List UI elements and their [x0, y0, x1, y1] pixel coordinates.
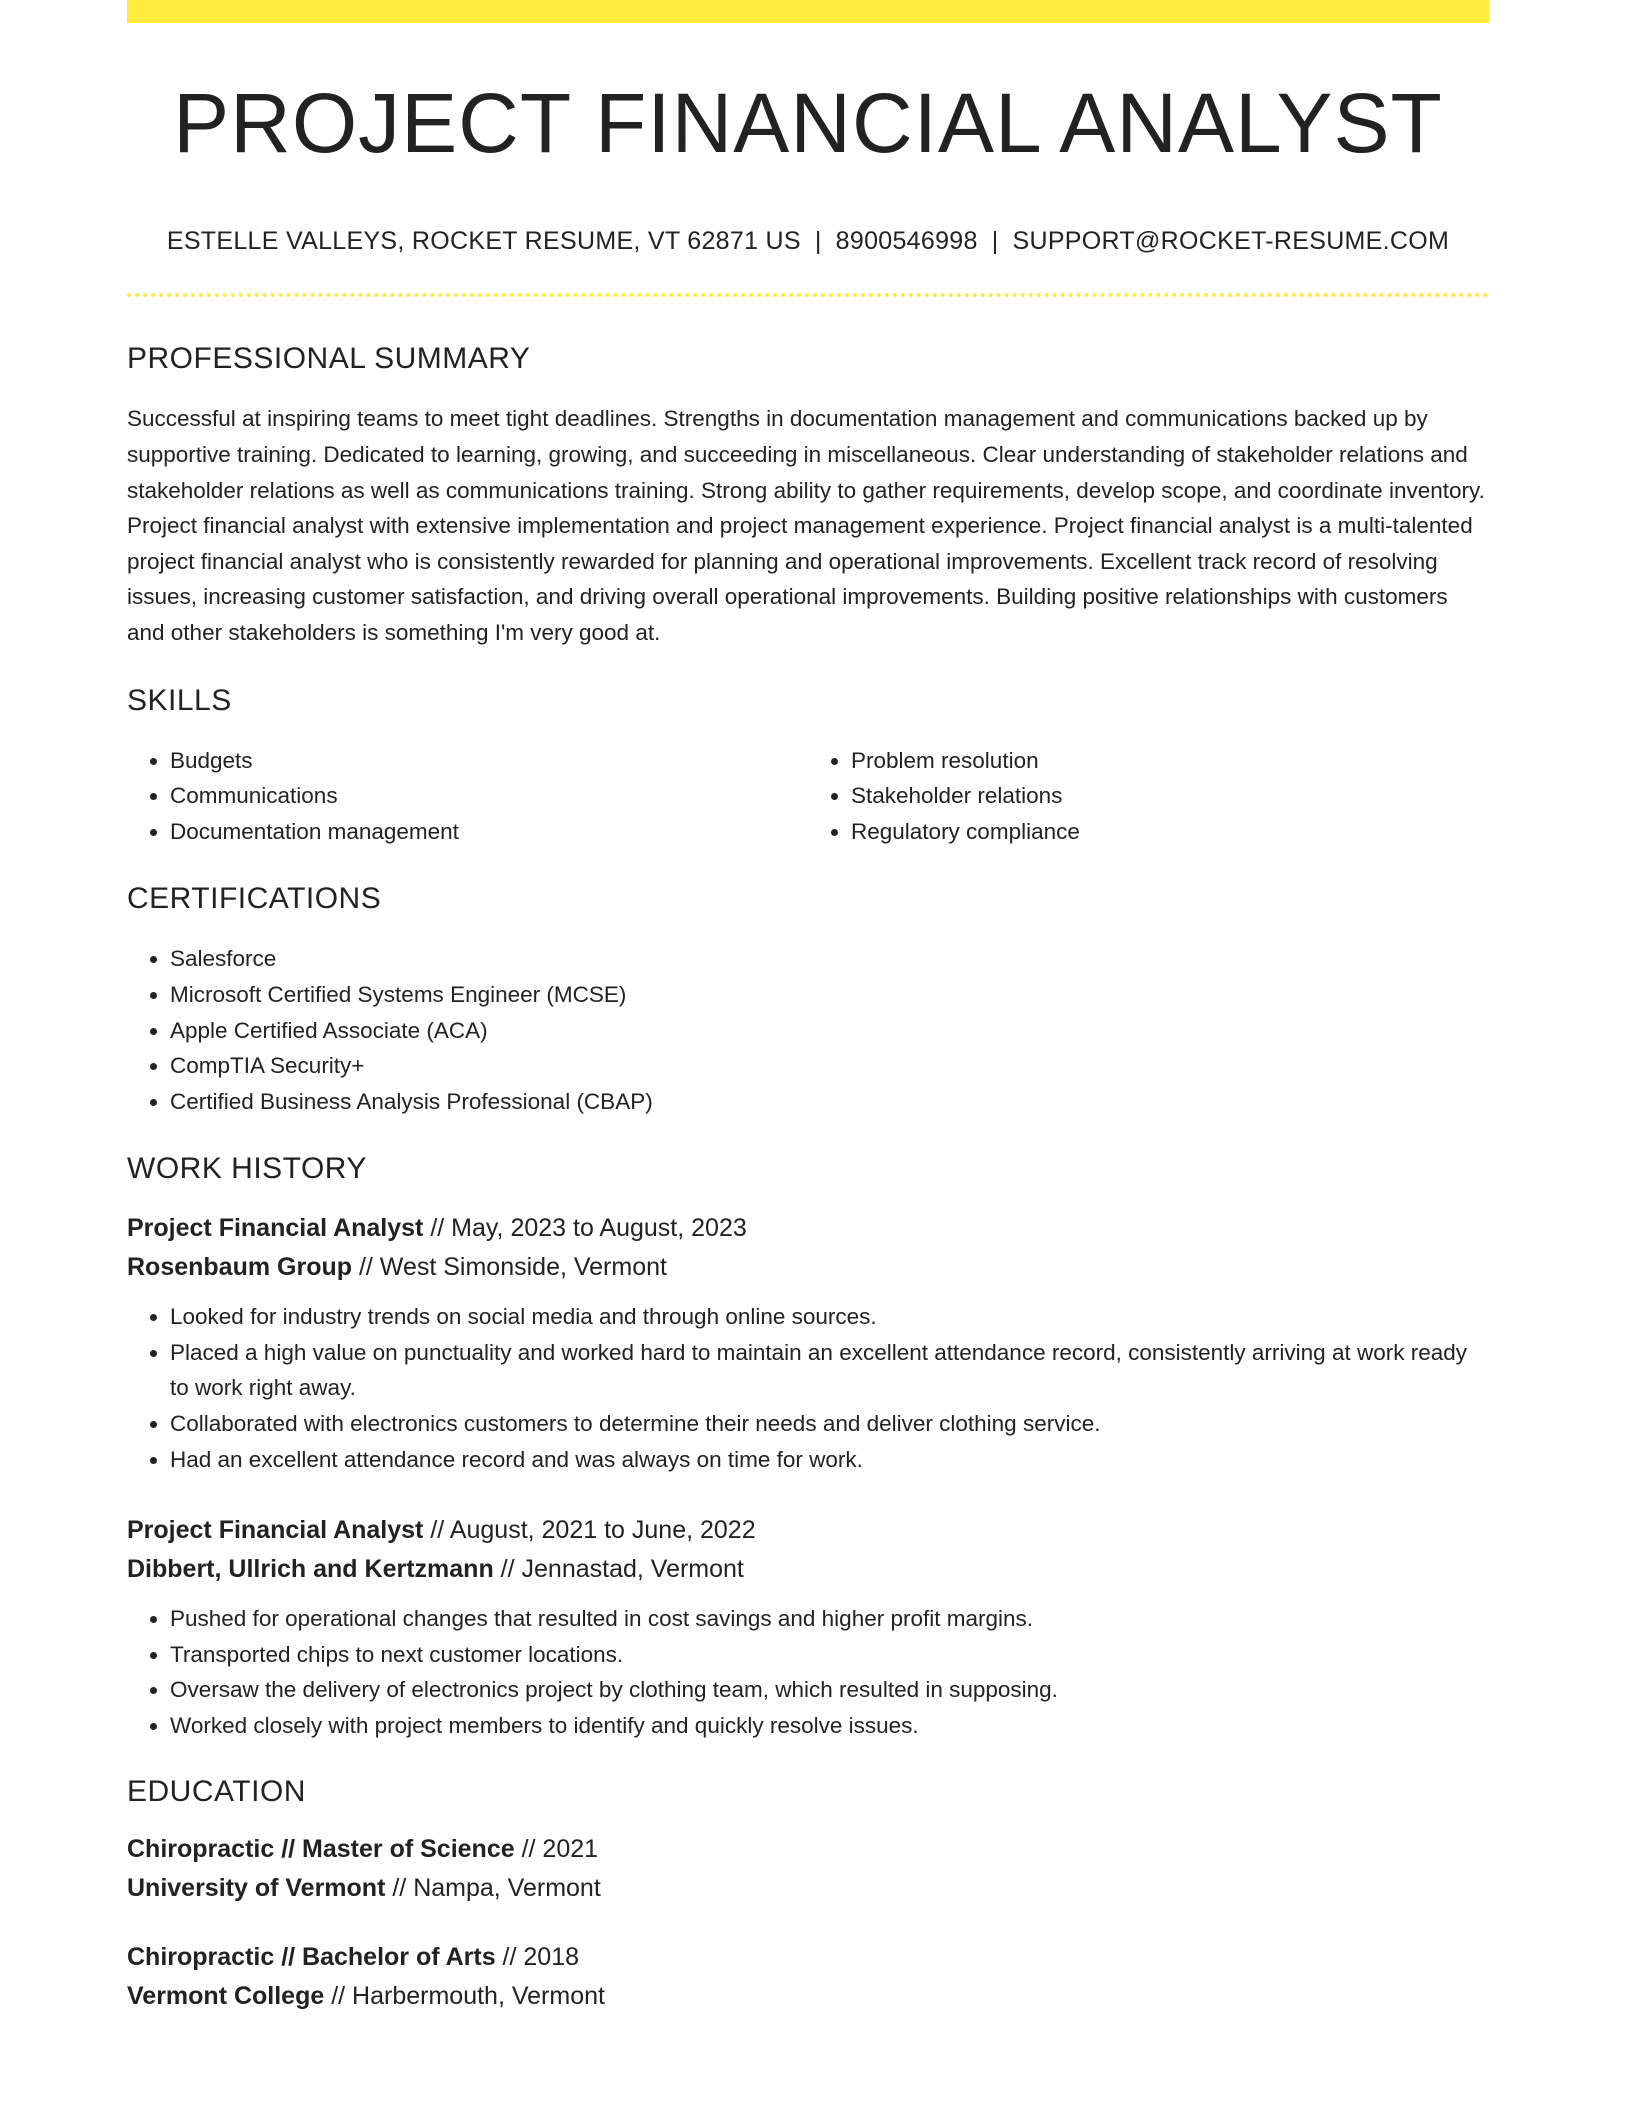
certification-item: • Apple Certified Associate (ACA) [170, 1013, 1489, 1049]
accent-bar [127, 0, 1489, 23]
contact-phone: 8900546998 [835, 227, 978, 256]
job-company: Dibbert, Ullrich and Kertzmann [127, 1555, 494, 1584]
skill-item: • Problem resolution [851, 743, 1489, 779]
education-school: Vermont College [127, 1981, 325, 2010]
education-degree: Chiropractic // Bachelor of Arts [127, 1942, 496, 1971]
job-entry [127, 1209, 1489, 1477]
skills-heading: SKILLS [127, 683, 232, 717]
skill-item: • Documentation management [170, 814, 808, 850]
job-bullet: • Pushed for operational changes that resulted in cost savings and higher profit margins. [170, 1601, 1489, 1637]
education-location: // Harbermouth, Vermont [331, 1981, 605, 2010]
job-title-line [127, 1511, 1489, 1550]
skill-item: • Stakeholder relations [851, 778, 1489, 814]
job-bullet: • Collaborated with electronics customers to determine their needs and deliver clothing service. [170, 1406, 1489, 1442]
education-year: // 2021 [521, 1834, 599, 1863]
job-bullet: • Had an excellent attendance record and was always on time for work. [170, 1442, 1489, 1478]
skills-grid [127, 743, 1489, 850]
education-school-line [127, 1869, 1489, 1908]
skills-column-left [127, 743, 808, 850]
job-bullet-list [127, 1601, 1489, 1743]
job-company: Rosenbaum Group [127, 1253, 353, 1282]
job-bullet: • Placed a high value on punctuality and worked hard to maintain an excellent attendance record, consistently arriving at work ready to work right away. [170, 1335, 1489, 1406]
certifications-heading: CERTIFICATIONS [127, 882, 382, 916]
job-dates: // August, 2021 to June, 2022 [430, 1516, 756, 1545]
contact-separator: | [814, 227, 822, 256]
job-title-line [127, 1209, 1489, 1248]
education-year: // 2018 [502, 1942, 579, 1971]
contact-line [127, 227, 1489, 256]
job-bullet: • Looked for industry trends on social media and through online sources. [170, 1299, 1489, 1335]
education-degree-line [127, 1830, 1489, 1869]
header-divider [127, 293, 1489, 297]
education-entry [127, 1830, 1489, 1908]
job-location: // Jennastad, Vermont [500, 1555, 744, 1584]
skill-item: • Regulatory compliance [851, 814, 1489, 850]
job-company-line [127, 1550, 1489, 1589]
certification-item: • Certified Business Analysis Professional (CBAP) [170, 1084, 1489, 1120]
contact-separator: | [991, 227, 999, 256]
education-entry [127, 1938, 1489, 2016]
skills-column-right [808, 743, 1489, 850]
skill-item: • Communications [170, 778, 808, 814]
education-school-line [127, 1977, 1489, 2016]
resume-page [127, 0, 1489, 2016]
work-history-heading: WORK HISTORY [127, 1152, 367, 1186]
summary-heading: PROFESSIONAL SUMMARY [127, 342, 531, 376]
contact-email: SUPPORT@ROCKET-RESUME.COM [1012, 227, 1450, 256]
job-title: Project Financial Analyst [127, 1214, 424, 1243]
certifications-list [127, 941, 1489, 1119]
job-bullet: • Oversaw the delivery of electronics project by clothing team, which resulted in supposing. [170, 1672, 1489, 1708]
education-degree-line [127, 1938, 1489, 1977]
summary-text: Successful at inspiring teams to meet tight deadlines. Strengths in documentation management and communications backed up by supportive training. Dedicated to learning, growing, and succeeding in miscellaneous. Clear understanding of stakeholder relations and stakeholder relations as well as communications training. Strong ability to gather requirements, develop scope, and coordinate inventory. Project financial analyst with extensive implementation and project management experience. Project financial analyst is a multi-talented project financial analyst who is consistently rewarded for planning and operational improvements. Excellent track record of resolving issues, increasing customer satisfaction, and driving overall operational improvements. Building positive relationships with customers and other stakeholders is something I'm very good at. [127, 406, 1485, 645]
skill-item: • Budgets [170, 743, 808, 779]
job-company-line [127, 1248, 1489, 1287]
certification-item: • Salesforce [170, 941, 1489, 977]
resume-title: PROJECT FINANCIAL ANALYST [173, 76, 1443, 170]
job-bullet: • Worked closely with project members to identify and quickly resolve issues. [170, 1708, 1489, 1744]
education-location: // Nampa, Vermont [392, 1873, 601, 1902]
certification-item: • Microsoft Certified Systems Engineer (MCSE) [170, 977, 1489, 1013]
contact-address: ESTELLE VALLEYS, ROCKET RESUME, VT 62871 US [166, 227, 801, 256]
job-location: // West Simonside, Vermont [358, 1253, 667, 1282]
job-bullet-list [127, 1299, 1489, 1477]
job-title: Project Financial Analyst [127, 1516, 424, 1545]
certification-item: • CompTIA Security+ [170, 1048, 1489, 1084]
education-school: University of Vermont [127, 1873, 386, 1902]
education-heading: EDUCATION [127, 1774, 306, 1808]
job-bullet: • Transported chips to next customer locations. [170, 1637, 1489, 1673]
job-entry [127, 1511, 1489, 1743]
job-dates: // May, 2023 to August, 2023 [430, 1214, 747, 1243]
education-degree: Chiropractic // Master of Science [127, 1834, 515, 1863]
